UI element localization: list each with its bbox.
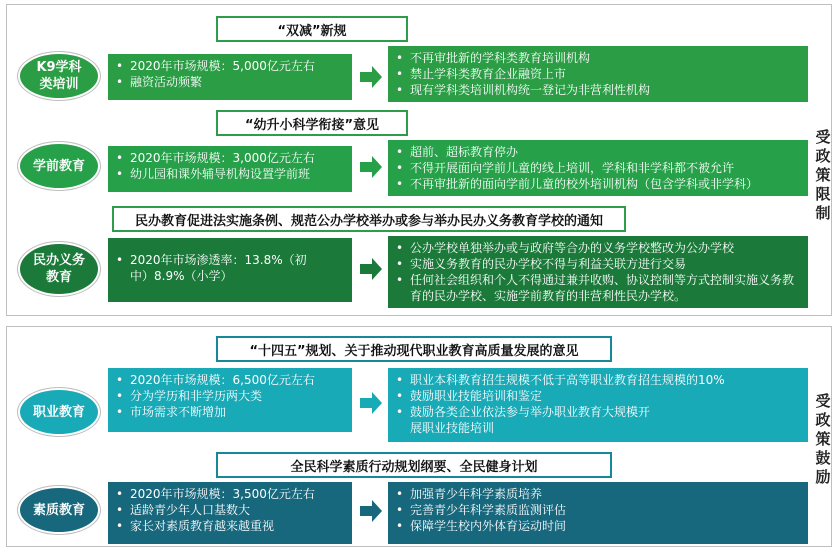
market-box-preschool [108, 146, 352, 192]
measure-item: • 任何社会组织和个人不得通过兼并收购、协议控制等方式控制实施义务教育的民办学校、实施学前教育的非营利性民办学校。 [396, 272, 800, 304]
measure-item: • 鼓励各类企业依法参与举办职业教育大规模开展职业技能培训 [396, 404, 650, 436]
market-box-vocational [108, 368, 352, 432]
measure-item: • 超前、超标教育停办 [396, 144, 800, 160]
market-item: • 市场需求不断增加 [116, 404, 344, 420]
measure-item: • 公办学校单独举办或与政府等合办的义务学校整改为公办学校 [396, 240, 800, 256]
policy-measures-vocational [388, 368, 808, 442]
policy-title-vocational [216, 336, 612, 362]
policy-measures-preschool [388, 140, 808, 196]
market-item: • 分为学历和非学历两大类 [116, 388, 344, 404]
measure-item: • 鼓励职业技能培训和鉴定 [396, 388, 800, 404]
category-label-private-compulsory [18, 242, 100, 296]
market-item: • 2020年市场渗透率：13.8%（初中）8.9%（小学） [116, 252, 310, 284]
policy-title-text: “幼升小科学衔接”意见 [244, 117, 380, 133]
measure-item: • 职业本科教育招生规模不低于高等职业教育招生规模的10% [396, 372, 800, 388]
policy-title-text: “双减”新规 [277, 23, 347, 39]
market-item: • 适龄青少年人口基数大 [116, 502, 344, 518]
encouraged-side-text: 受政策鼓励 [815, 392, 831, 486]
policy-title-double-reduction [216, 16, 408, 42]
arrow-right-icon [360, 500, 382, 522]
policy-measures-quality [388, 482, 808, 544]
arrow-right-icon [360, 392, 382, 414]
measure-item: • 不再审批新的面向学前儿童的校外培训机构（包含学科或非学科） [396, 176, 800, 192]
measure-item: • 加强青少年科学素质培养 [396, 486, 800, 502]
market-item: • 2020年市场规模：5,000亿元左右 [116, 58, 344, 74]
restricted-side-label [812, 128, 834, 223]
arrow-right-icon [360, 156, 382, 178]
category-label-text: 素质教育 [32, 502, 85, 518]
restricted-side-text: 受政策限制 [815, 128, 831, 222]
measure-item: • 现有学科类培训机构统一登记为非营利性机构 [396, 82, 800, 98]
category-label-quality [18, 486, 100, 534]
policy-title-preschool [216, 110, 408, 136]
policy-title-private-compulsory [112, 206, 626, 232]
category-label-k9 [18, 52, 100, 100]
arrow-right-icon [360, 66, 382, 88]
market-item: • 2020年市场规模：3,000亿元左右 [116, 150, 344, 166]
measure-item: • 完善青少年科学素质监测评估 [396, 502, 800, 518]
measure-item: • 禁止学科类教育企业融资上市 [396, 66, 800, 82]
market-box-k9 [108, 54, 352, 100]
category-label-vocational [18, 388, 100, 436]
policy-title-text: “十四五”规划、关于推动现代职业教育高质量发展的意见 [249, 343, 579, 359]
market-box-private-compulsory [108, 238, 352, 302]
market-item: • 幼儿园和课外辅导机构设置学前班 [116, 166, 344, 182]
measure-item: • 实施义务教育的民办学校不得与利益关联方进行交易 [396, 256, 800, 272]
policy-title-quality [216, 452, 612, 478]
category-label-preschool [18, 142, 100, 190]
market-item: • 2020年市场规模：6,500亿元左右 [116, 372, 344, 388]
policy-measures-private-compulsory [388, 236, 808, 308]
market-item: • 2020年市场规模：3,500亿元左右 [116, 486, 344, 502]
encouraged-side-label [812, 392, 834, 487]
measure-item: • 不得开展面向学前儿童的线上培训，学科和非学科都不被允许 [396, 160, 800, 176]
measure-item: • 保障学生校内外体育运动时间 [396, 518, 800, 534]
policy-title-text: 民办教育促进法实施条例、规范公办学校举办或参与举办民办义务教育学校的通知 [134, 213, 603, 229]
measure-item: • 不再审批新的学科类教育培训机构 [396, 50, 800, 66]
category-label-text: 民办义务教育 [32, 253, 85, 285]
arrow-right-icon [360, 258, 382, 280]
category-label-text: 职业教育 [32, 404, 85, 420]
market-item: • 融资活动频繁 [116, 74, 344, 90]
policy-measures-k9 [388, 46, 808, 102]
category-label-text: K9学科类培训 [36, 60, 82, 92]
policy-title-text: 全民科学素质行动规划纲要、全民健身计划 [290, 459, 538, 475]
market-box-quality [108, 482, 352, 544]
category-label-text: 学前教育 [32, 158, 85, 174]
market-item: • 家长对素质教育越来越重视 [116, 518, 344, 534]
